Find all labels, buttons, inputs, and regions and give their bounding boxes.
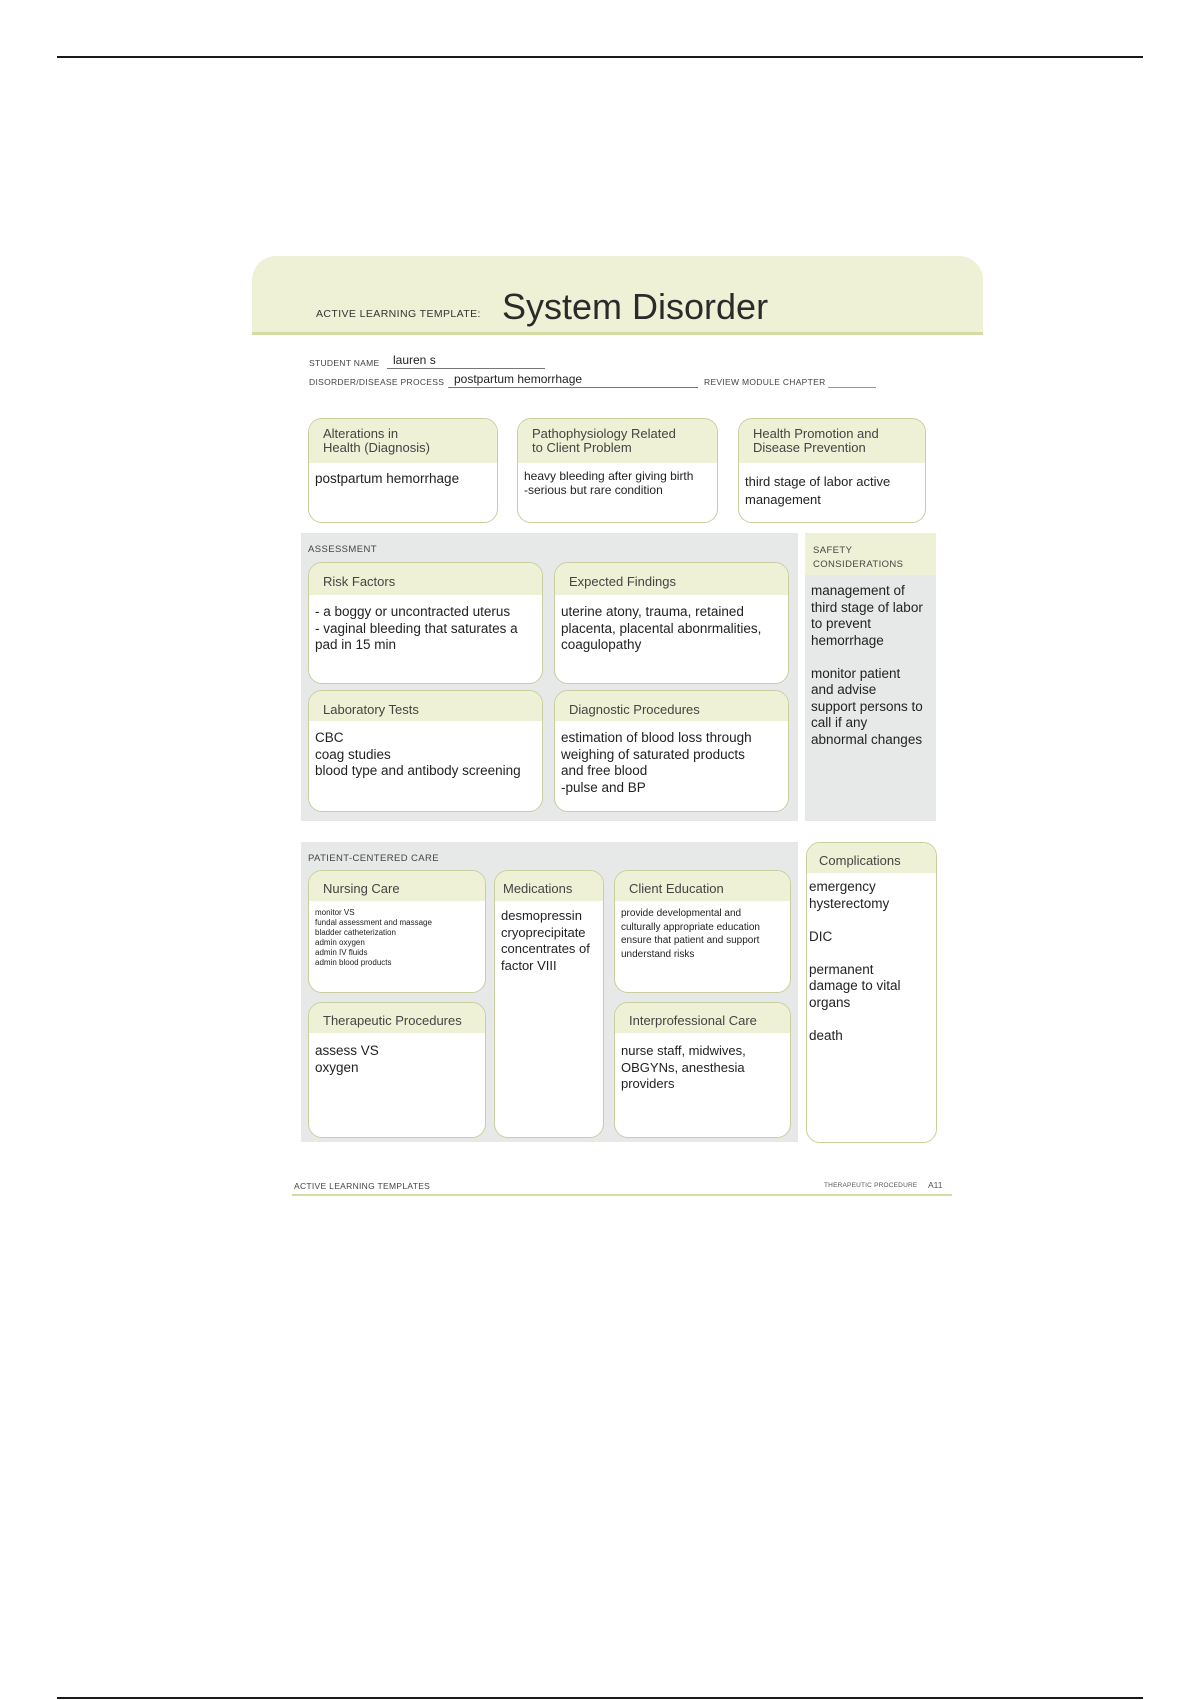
client-education-body: provide developmental and culturally appropriate education ensure that patient and support understand risks xyxy=(621,908,760,960)
complications-card xyxy=(806,842,937,1143)
therapeutic-procedures-card xyxy=(308,1002,486,1138)
active-learning-template xyxy=(252,256,983,1198)
pathophysiology-title: Pathophysiology Related to Client Problem xyxy=(518,419,717,463)
laboratory-tests-body: CBC coag studies blood type and antibody screening xyxy=(315,730,521,778)
therapeutic-procedures-title: Therapeutic Procedures xyxy=(309,1003,485,1033)
student-name-label: STUDENT NAME xyxy=(309,358,380,368)
expected-findings-title: Expected Findings xyxy=(555,563,788,595)
disorder-field[interactable]: postpartum hemorrhage xyxy=(448,372,698,388)
risk-factors-body: - a boggy or uncontracted uterus - vaginal bleeding that saturates a pad in 15 min xyxy=(315,604,518,652)
footer-code: A11 xyxy=(928,1180,943,1190)
alterations-card xyxy=(308,418,498,523)
patient-centered-care-label: PATIENT-CENTERED CARE xyxy=(308,853,440,864)
alterations-body: postpartum hemorrhage xyxy=(315,471,460,486)
footer-right: THERAPEUTIC PROCEDURE xyxy=(824,1182,918,1189)
expected-findings-body: uterine atony, trauma, retained placenta, placental abonrmalities, coagulopathy xyxy=(561,604,762,652)
interprofessional-care-card xyxy=(614,1002,791,1138)
complications-body: emergency hysterectomy DIC permanent damage to vital organs death xyxy=(809,879,901,1043)
assessment-label: ASSESSMENT xyxy=(308,544,377,555)
alterations-title: Alterations in Health (Diagnosis) xyxy=(309,419,497,463)
assessment-panel xyxy=(301,533,798,821)
laboratory-tests-card xyxy=(308,690,543,812)
safety-header xyxy=(805,533,936,575)
health-promotion-title: Health Promotion and Disease Prevention xyxy=(739,419,925,463)
template-header xyxy=(252,256,983,335)
nursing-care-title: Nursing Care xyxy=(309,871,485,901)
therapeutic-procedures-body: assess VS oxygen xyxy=(315,1043,379,1075)
medications-body: desmopressin cryoprecipitate concentrates of factor VIII xyxy=(501,908,590,973)
complications-title: Complications xyxy=(807,843,936,873)
pathophysiology-body: heavy bleeding after giving birth -serious but rare condition xyxy=(524,469,694,497)
pathophysiology-card xyxy=(517,418,718,523)
client-education-card xyxy=(614,870,791,993)
disorder-label: DISORDER/DISEASE PROCESS xyxy=(309,377,445,387)
medications-card xyxy=(494,870,604,1138)
safety-label: SAFETY CONSIDERATIONS xyxy=(813,545,904,570)
footer-rule xyxy=(292,1194,952,1196)
diagnostic-procedures-title: Diagnostic Procedures xyxy=(555,691,788,721)
top-rule xyxy=(57,56,1143,58)
interprofessional-care-body: nurse staff, midwives, OBGYNs, anesthesia providers xyxy=(621,1043,746,1091)
nursing-care-body: monitor VS fundal assessment and massage bladder catheterization admin oxygen admin IV fluids admin blood products xyxy=(315,908,432,967)
laboratory-tests-title: Laboratory Tests xyxy=(309,691,542,721)
health-promotion-body: third stage of labor active management xyxy=(745,474,891,507)
template-label: ACTIVE LEARNING TEMPLATE: xyxy=(316,308,481,320)
review-module-label: REVIEW MODULE CHAPTER xyxy=(704,377,826,387)
risk-factors-title: Risk Factors xyxy=(309,563,542,595)
patient-centered-care-panel xyxy=(301,842,798,1142)
nursing-care-card xyxy=(308,870,486,993)
medications-title: Medications xyxy=(495,871,603,901)
review-module-field[interactable] xyxy=(828,372,876,388)
expected-findings-card xyxy=(554,562,789,684)
safety-considerations-panel xyxy=(805,533,936,821)
safety-body: management of third stage of labor to prevent hemorrhage monitor patient and advise support persons to call if any abnormal changes xyxy=(811,583,923,747)
health-promotion-card xyxy=(738,418,926,523)
diagnostic-procedures-body: estimation of blood loss through weighing of saturated products and free blood -pulse and BP xyxy=(561,730,752,795)
client-education-title: Client Education xyxy=(615,871,790,901)
bottom-rule xyxy=(57,1697,1143,1699)
risk-factors-card xyxy=(308,562,543,684)
template-title: System Disorder xyxy=(502,286,769,327)
student-name-field[interactable]: lauren s xyxy=(387,353,545,369)
footer-left: ACTIVE LEARNING TEMPLATES xyxy=(294,1181,431,1191)
interprofessional-care-title: Interprofessional Care xyxy=(615,1003,790,1033)
diagnostic-procedures-card xyxy=(554,690,789,812)
